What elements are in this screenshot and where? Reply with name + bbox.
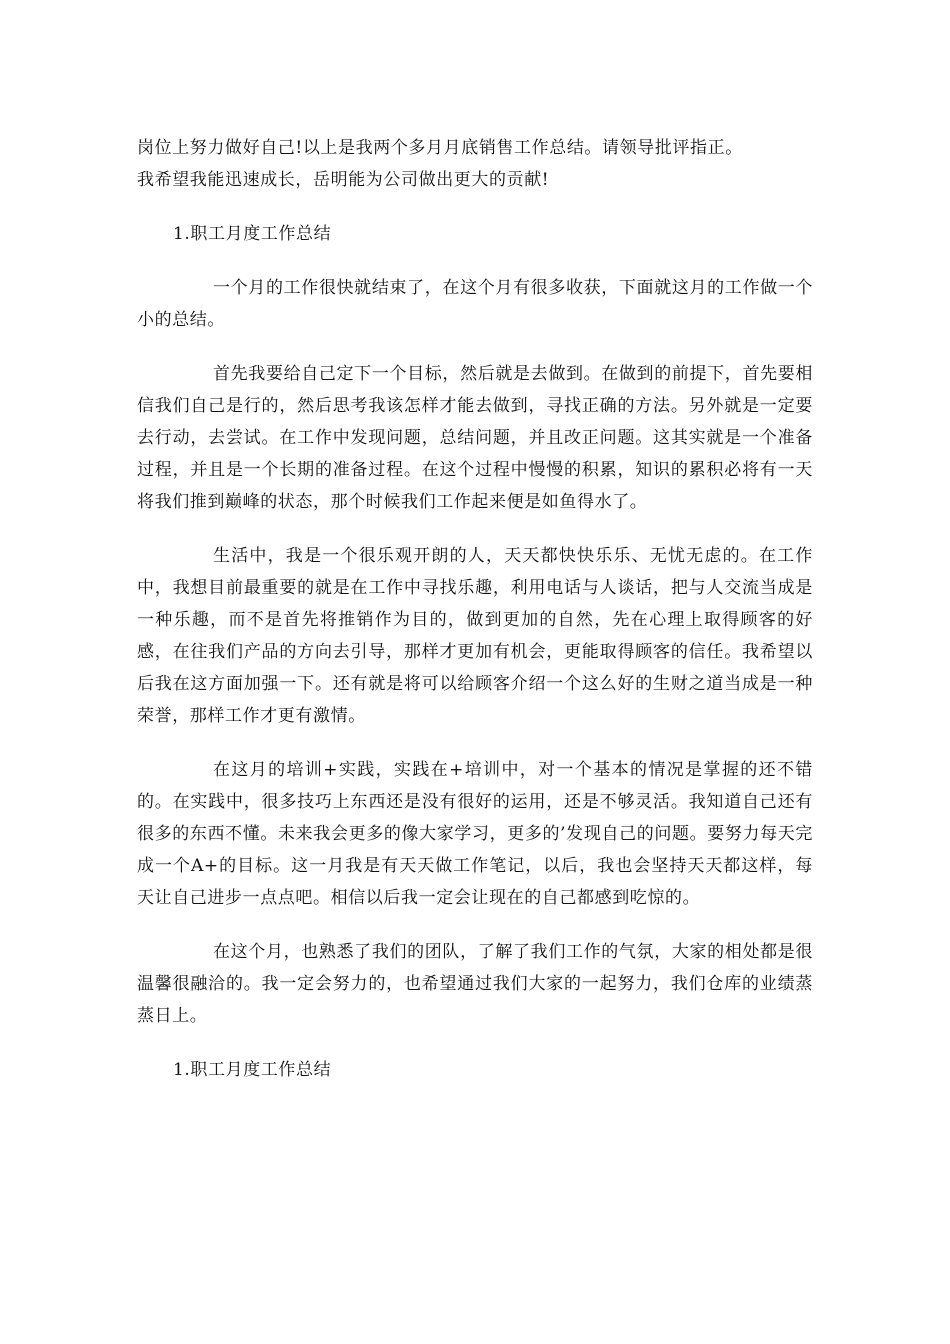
section-heading: 1.职工月度工作总结: [173, 224, 332, 244]
body-paragraph: 一个月的工作很快就结束了，在这个月有很多收获，下面就这月的工作做一个小的总结。: [137, 278, 813, 330]
body-paragraph: 在这月的培训+实践，实践在+培训中，对一个基本的情况是掌握的还不错的。在实践中，很多技巧上东西还是没有很好的运用，还是不够灵活。我知道自己还有很多的东西不懂。未来我会更多的像大家学习，更多的’发现自己的问题。要努力每天完成一个A+的目标。这一月我是有天天做工作笔记，以后，我也会坚持天天都这样，每天让自己进步一点点吧。相信以后我一定会让现在的自己都感到吃惊的。: [137, 760, 813, 908]
intro-paragraph: [137, 132, 813, 196]
document-body: [137, 132, 813, 1108]
body-paragraph: 在这个月，也熟悉了我们的团队，了解了我们工作的气氛，大家的相处都是很温馨很融洽的。我一定会努力的，也希望通过我们大家的一起努力，我们仓库的业绩蒸蒸日上。: [137, 942, 813, 1026]
section-heading: 1.职工月度工作总结: [173, 1060, 332, 1080]
intro-line-1: 岗位上努力做好自己!以上是我两个多月月底销售工作总结。请领导批评指正。: [137, 138, 743, 158]
body-paragraph: 首先我要给自己定下一个目标，然后就是去做到。在做到的前提下，首先要相信我们自己是行的，然后思考我该怎样才能去做到，寻找正确的方法。另外就是一定要去行动，去尝试。在工作中发现问题，总结问题，并且改正问题。这其实就是一个准备过程，并且是一个长期的准备过程。在这个过程中慢慢的积累，知识的累积必将有一天将我们推到巅峰的状态，那个时候我们工作起来便是如鱼得水了。: [137, 364, 813, 512]
body-paragraph: 生活中，我是一个很乐观开朗的人，天天都快快乐乐、无忧无虑的。在工作中，我想目前最重要的就是在工作中寻找乐趣，利用电话与人谈话，把与人交流当成是一种乐趣，而不是首先将推销作为目的，做到更加的自然，先在心理上取得顾客的好感，在往我们产品的方向去引导，那样才更加有机会，更能取得顾客的信任。我希望以后我在这方面加强一下。还有就是将可以给顾客介绍一个这么好的生财之道当成是一种荣誉，那样工作才更有激情。: [137, 546, 813, 726]
intro-line-2: 我希望我能迅速成长，岳明能为公司做出更大的贡献!: [137, 170, 550, 190]
